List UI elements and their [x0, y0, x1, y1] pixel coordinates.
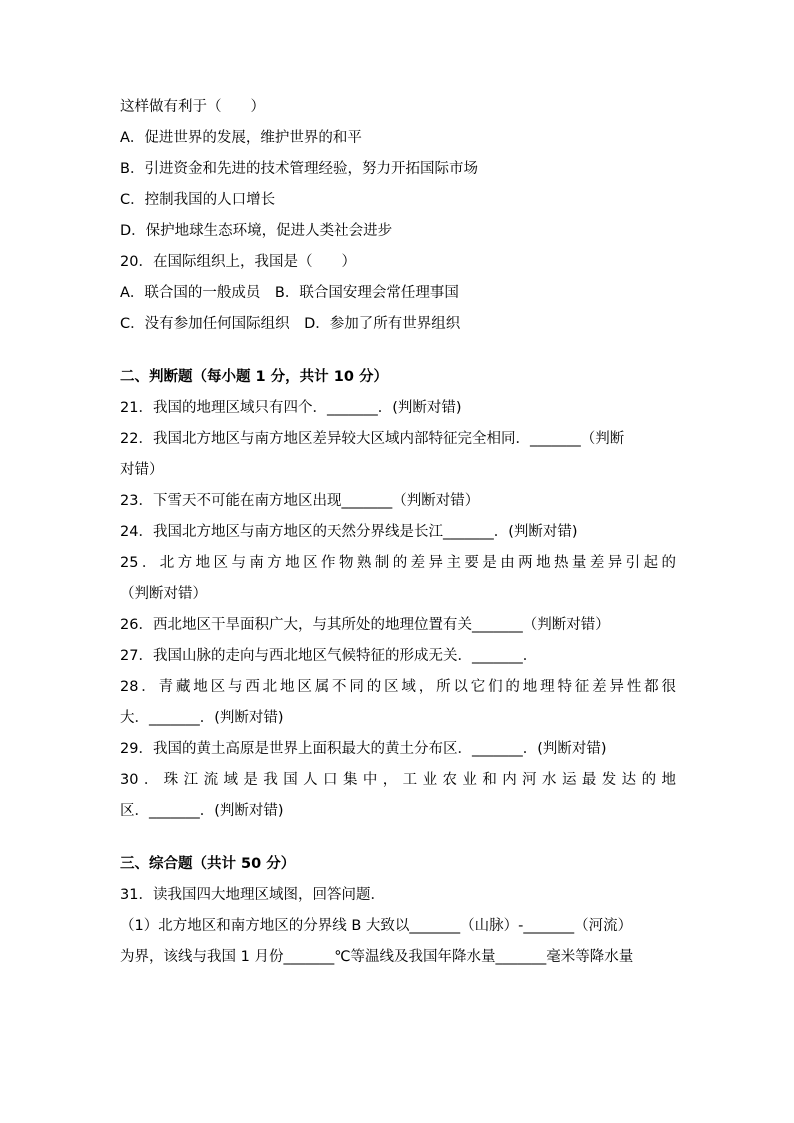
document-body — [120, 92, 676, 973]
question-21: 21．我国的地理区域只有四个．_______．(判断对错) — [120, 400, 462, 416]
section-2-heading: 二、判断题（每小题 1 分，共计 10 分） — [120, 369, 388, 385]
question-26: 26．西北地区干旱面积广大，与其所处的地理位置有关_______（判断对错） — [120, 617, 610, 633]
question-29: 29．我国的黄土高原是世界上面积最大的黄土分布区．_______．(判断对错) — [120, 741, 607, 757]
question-22-cont: 对错） — [120, 462, 164, 478]
q31-part-1: （1）北方地区和南方地区的分界线 B 大致以_______（山脉）-_______（河流） — [120, 918, 633, 934]
question-25: 25．北方地区与南方地区作物熟制的差异主要是由两地热量差异引起的 — [120, 555, 676, 571]
question-27: 27．我国山脉的走向与西北地区气候特征的形成无关．_______． — [120, 648, 538, 664]
question-28-cont: 大．_______．(判断对错) — [120, 710, 284, 726]
question-30-cont: 区．_______．(判断对错) — [120, 803, 284, 819]
q19-option-b: B．引进资金和先进的技术管理经验，努力开拓国际市场 — [120, 161, 478, 177]
q19-option-d: D．保护地球生态环境，促进人类社会进步 — [120, 223, 393, 239]
q20-options-cd: C．没有参加任何国际组织 D．参加了所有世界组织 — [120, 316, 461, 332]
q20-options-ab: A．联合国的一般成员 B．联合国安理会常任理事国 — [120, 285, 459, 301]
section-spacer-2 — [120, 827, 676, 849]
question-30: 30．珠江流域是我国人口集中，工业农业和内河水运最发达的地 — [120, 772, 676, 788]
question-24: 24．我国北方地区与南方地区的天然分界线是长江_______．(判断对错) — [120, 524, 578, 540]
question-31-stem: 31．读我国四大地理区域图，回答问题． — [120, 887, 385, 903]
section-3-heading: 三、综合题（共计 50 分） — [120, 856, 296, 872]
question-25-cont: （判断对错） — [120, 586, 207, 602]
question-22: 22．我国北方地区与南方地区差异较大区域内部特征完全相同．_______（判断 — [120, 431, 625, 447]
question-28: 28．青藏地区与西北地区属不同的区域，所以它们的地理特征差异性都很 — [120, 679, 676, 695]
q19-option-c: C．控制我国的人口增长 — [120, 192, 276, 208]
question-19-stem-end: 这样做有利于（ ） — [120, 99, 265, 115]
question-20-stem: 20．在国际组织上，我国是（ ） — [120, 254, 356, 270]
question-23: 23．下雪天不可能在南方地区出现_______（判断对错） — [120, 493, 480, 509]
q31-part-1-cont: 为界，该线与我国 1 月份_______℃等温线及我国年降水量_______毫米等降水量 — [120, 949, 634, 965]
section-spacer — [120, 340, 676, 362]
q19-option-a: A．促进世界的发展，维护世界的和平 — [120, 130, 362, 146]
